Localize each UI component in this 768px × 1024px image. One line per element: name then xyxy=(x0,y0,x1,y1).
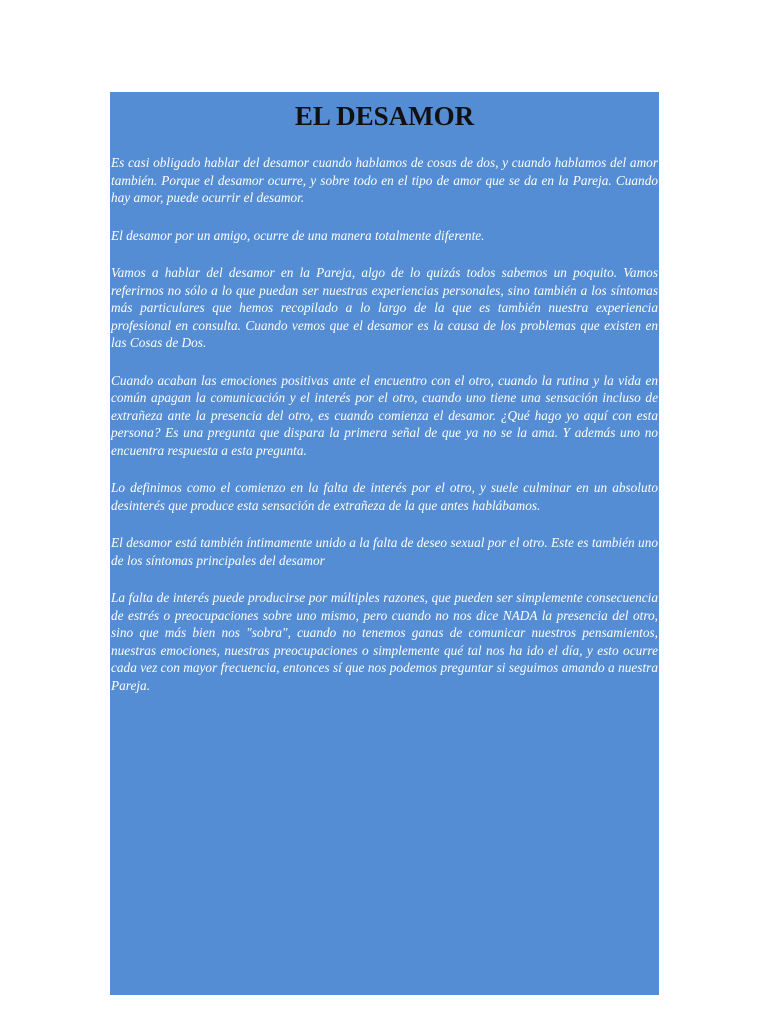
paragraph: La falta de interés puede producirse por múltiples razones, que pueden ser simplemente consecuencia de estrés o preocupaciones sobre uno mismo, pero cuando no nos dice NADA la presencia del otro, sino que más bien nos "sobra", cuando no tenemos ganas de comunicar nuestros pensamientos, nuestras emociones, nuestras preocupaciones o simplemente qué tal nos ha ido el día, y esto ocurre cada vez con mayor frecuencia, entonces sí que nos podemos preguntar si seguimos amando a nuestra Pareja. xyxy=(111,590,658,693)
paragraph: Vamos a hablar del desamor en la Pareja, algo de lo quizás todos sabemos un poquito. Vamos referirnos no sólo a lo que puedan ser nuestras experiencias personales, sino también a los síntomas más particulares que hemos recopilado a lo largo de la que es también nuestra experiencia profesional en consulta. Cuando vemos que el desamor es la causa de los problemas que existen en las Cosas de Dos. xyxy=(111,265,658,350)
paragraph: Lo definimos como el comienzo en la falta de interés por el otro, y suele culminar en un absoluto desinterés que produce esta sensación de extrañeza de la que antes hablábamos. xyxy=(111,480,658,513)
paragraph: El desamor por un amigo, ocurre de una manera totalmente diferente. xyxy=(111,227,485,243)
paragraph: Cuando acaban las emociones positivas ante el encuentro con el otro, cuando la rutina y la vida en común apagan la comunicación y el interés por el otro, cuando uno tiene una sensación incluso de extrañeza ante la presencia del otro, es cuando comienza el desamor. ¿Qué hago yo aquí con esta persona? Es una pregunta que dispara la primera señal de que ya no se la ama. Y además uno no encuentra respuesta a esta pregunta. xyxy=(111,372,658,458)
paragraph: Es casi obligado hablar del desamor cuando hablamos de cosas de dos, y cuando hablamos del amor también. Porque el desamor ocurre, y sobre todo en el tipo de amor que se da en la Pareja. Cuando hay amor, puede ocurrir el desamor. xyxy=(111,155,658,205)
article-panel xyxy=(110,92,659,995)
article-body xyxy=(111,154,658,694)
paragraph: El desamor está también íntimamente unido a la falta de deseo sexual por el otro. Este es también uno de los síntomas principales del desamor xyxy=(111,535,658,568)
article-title: EL DESAMOR xyxy=(294,101,475,131)
